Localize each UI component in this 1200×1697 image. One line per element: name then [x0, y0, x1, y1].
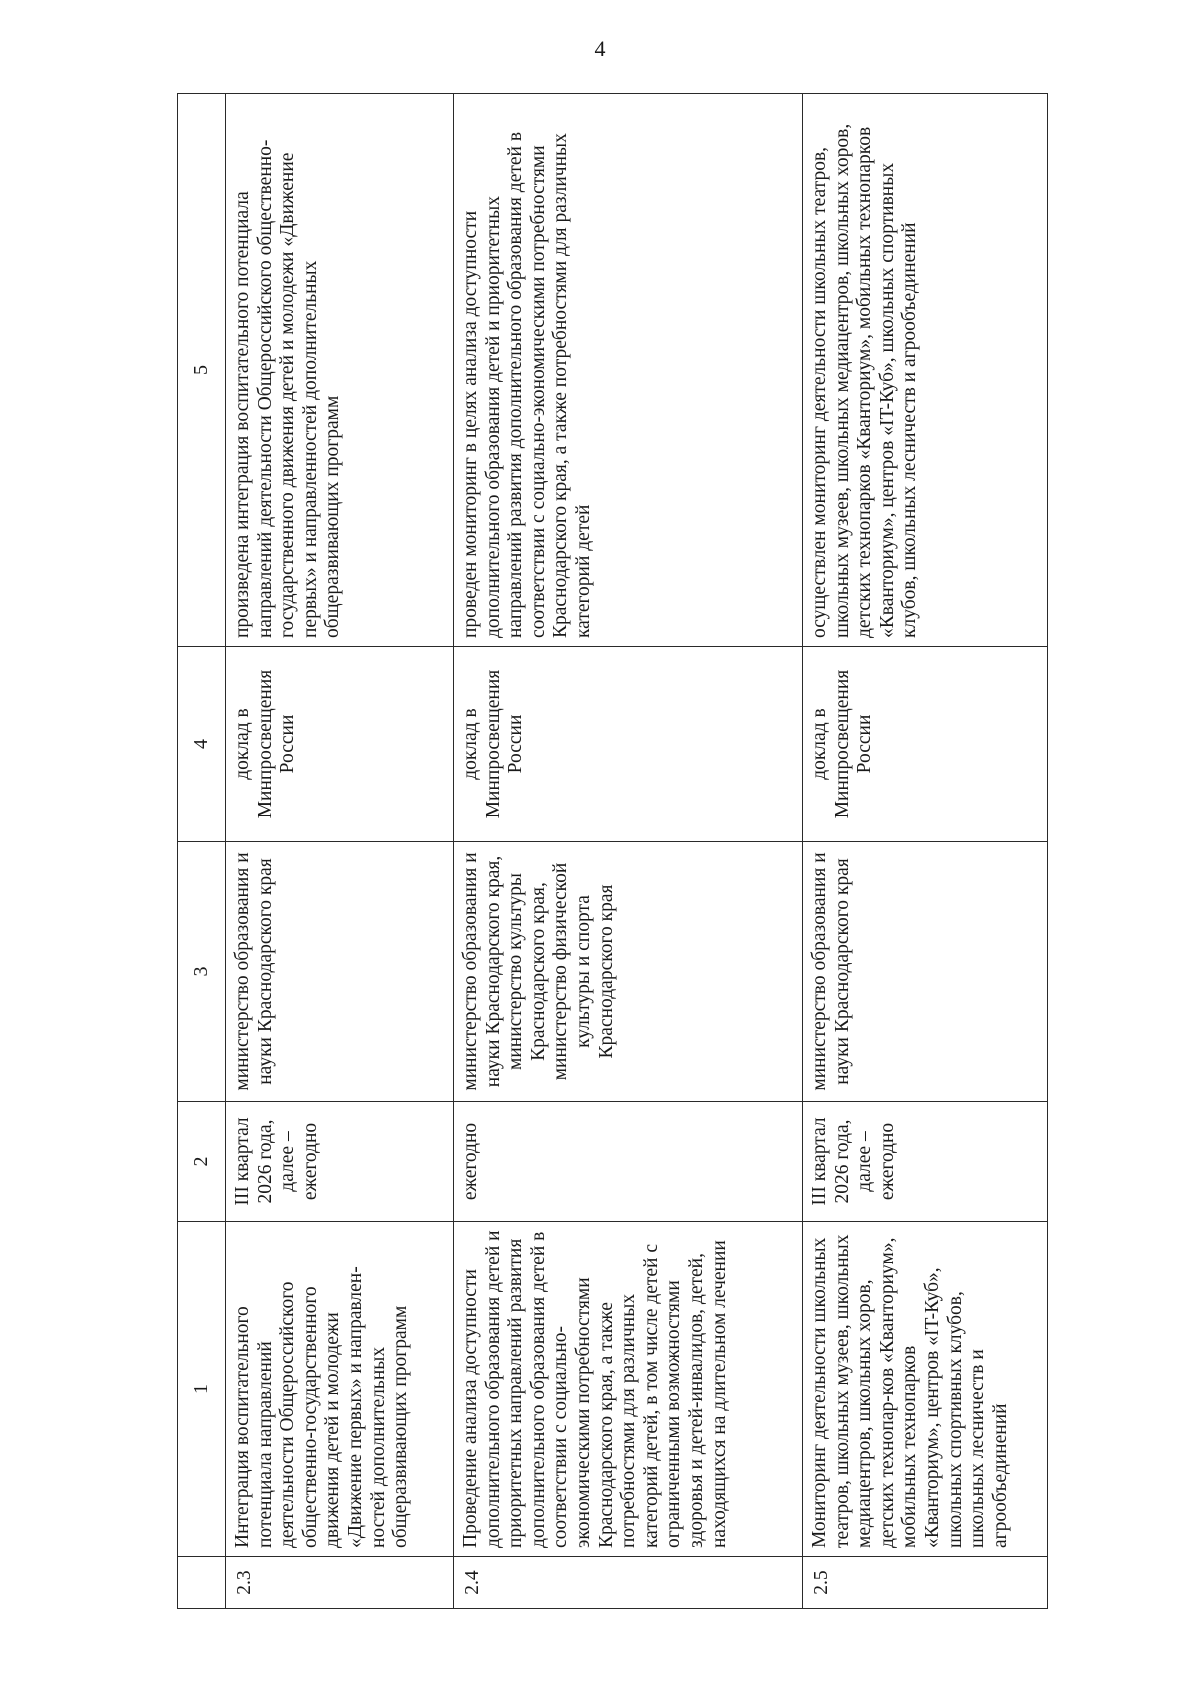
measure-cell: Интеграция воспитательного потенциала направлений деятельности Общероссийского общественно-государственного движения детей и молодежи «Движение первых» и направлен-ностей дополнительных общеразвивающих программ: [226, 1222, 454, 1557]
deadline-cell: III квартал 2026 года, далее – ежегодно: [803, 1102, 1048, 1222]
header-cell-4: 4: [178, 647, 226, 842]
result-cell: произведена интеграция воспитательного потенциала направлений деятельности Общероссийского общественно-государственного движения детей и молодежи «Движение первых» и направленностей дополнительных общеразвивающих программ: [226, 94, 454, 647]
deadline-cell: ежегодно: [454, 1102, 803, 1222]
result-cell: осуществлен мониторинг деятельности школьных театров, школьных музеев, школьных медиацентров, школьных хоров, детских технопарков «Кванториум», мобильных технопарков «Кванториум», центров «IT-Куб», школьных спортивных клубов, школьных лесничеств и агрообъединений: [803, 94, 1048, 647]
result-type-cell: доклад в Минпросвещения России: [454, 647, 803, 842]
page-number: 4: [594, 36, 606, 61]
row-number: 2.4: [454, 1557, 803, 1609]
measure-cell: Мониторинг деятельности школьных театров, школьных музеев, школьных медиацентров, школьных хоров, детских технопар-ков «Кванториум», мобильных технопарков «Кванториум», центров «IT-Куб», школьных спортивных клубов, школьных лесничеств и агрообъединений: [803, 1222, 1048, 1557]
responsible-cell: министерство образования и науки Краснодарского края: [226, 842, 454, 1102]
row-number: 2.3: [226, 1557, 454, 1609]
header-cell-5: 5: [178, 94, 226, 647]
deadline-cell: III квартал 2026 года, далее – ежегодно: [226, 1102, 454, 1222]
measure-cell: Проведение анализа доступности дополнительного образования детей и приоритетных направлений развития дополнительного образования детей в соответствии с социально-экономическими потребностями Краснодарского края, а также потребностями для различных категорий детей, в том числе детей с ограниченными возможностями здоровья и детей-инвалидов, детей, находящихся на длительном лечении: [454, 1222, 803, 1557]
result-type-cell: доклад в Минпросвещения России: [803, 647, 1048, 842]
table-row: [803, 94, 1048, 1609]
header-cell-0: [178, 1557, 226, 1609]
table-row: [454, 94, 803, 1609]
table-header-row: [178, 94, 226, 1609]
responsible-cell: министерство образования и науки Краснодарского края: [803, 842, 1048, 1102]
header-cell-1: 1: [178, 1222, 226, 1557]
measures-table: [177, 93, 1048, 1609]
rotated-table-container: [177, 94, 1047, 1609]
header-cell-3: 3: [178, 842, 226, 1102]
result-cell: проведен мониторинг в целях анализа доступности дополнительного образования детей и приоритетных направлений развития дополнительного образования детей в соответствии с социально-экономическими потребностями Краснодарского края, а также потребностями для различных категорий детей: [454, 94, 803, 647]
responsible-cell: министерство образования и науки Краснодарского края, министерство культуры Краснодарского края, министерство физической культуры и спорта Краснодарского края: [454, 842, 803, 1102]
result-type-cell: доклад в Минпросвещения России: [226, 647, 454, 842]
header-cell-2: 2: [178, 1102, 226, 1222]
row-number: 2.5: [803, 1557, 1048, 1609]
table-row: [226, 94, 454, 1609]
